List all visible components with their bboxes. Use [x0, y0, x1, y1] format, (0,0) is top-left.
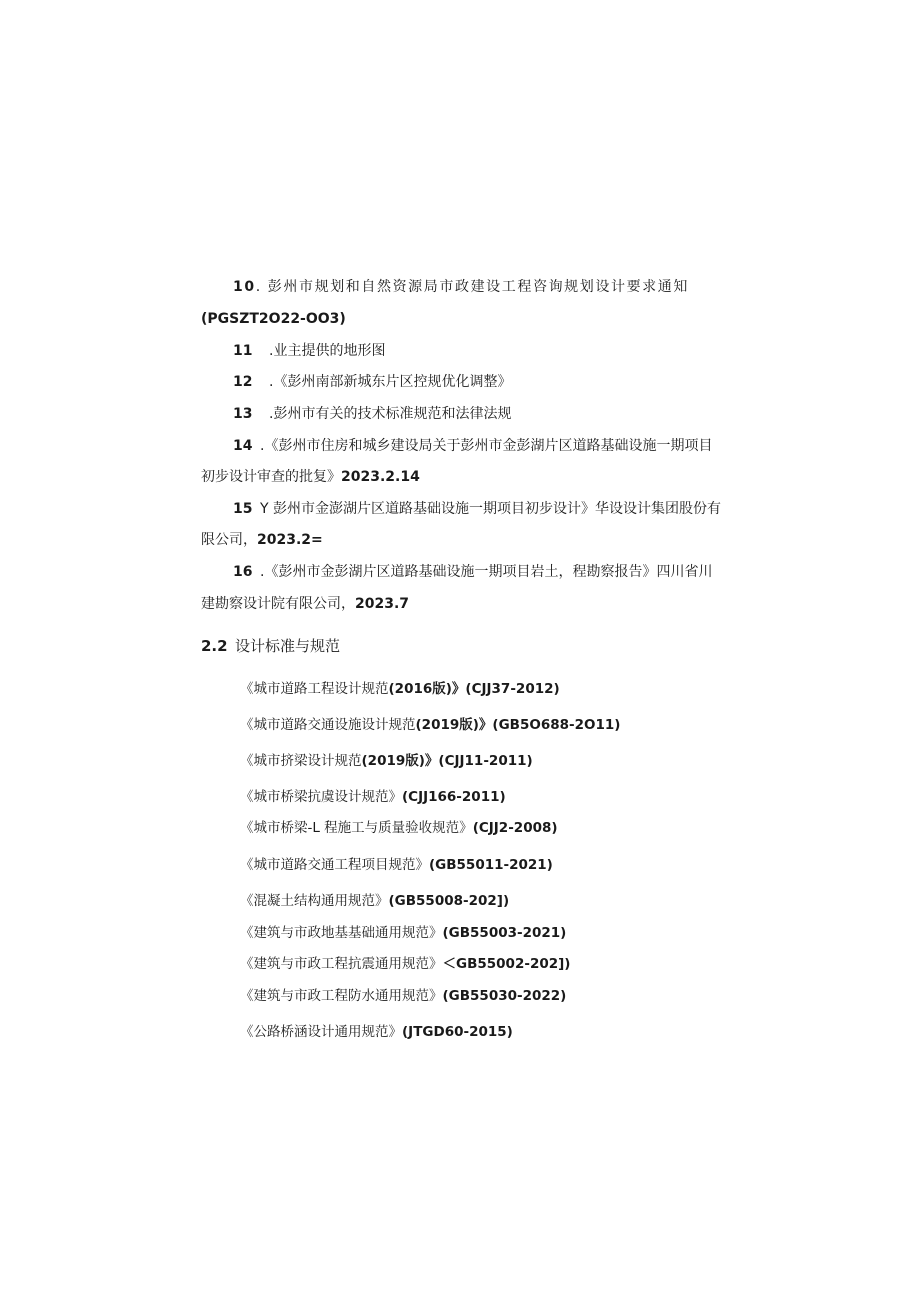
section-heading: [201, 636, 340, 656]
standard-item: [240, 954, 570, 974]
item-text: Y 彭州市金澎湖片区道路基础设施一期项目初步设计》华设设计集团股份有: [260, 501, 721, 517]
standard-code: (2019: [415, 717, 460, 733]
basis-item-15: [233, 499, 721, 519]
standard-name: 《城市桥梁抗虞设计规范》: [240, 789, 402, 805]
standard-name: 《建筑与市政工程防水通用规范》: [240, 988, 443, 1004]
item-text-cont: 限公司，: [201, 532, 257, 548]
standard-tail: 版)》(CJJ37-2012): [432, 681, 560, 697]
standard-tail: 版)》(CJJ11-2011): [405, 753, 533, 769]
standard-item: [240, 787, 506, 807]
standard-code: (CJJ2-2008): [472, 820, 558, 836]
standard-item: [240, 855, 553, 875]
item-number: 13: [233, 406, 253, 422]
standard-item: [240, 679, 560, 699]
standard-name: 《城市桥梁-L 程施工与质量验收规范》: [240, 820, 473, 836]
basis-item-16: [233, 562, 712, 582]
item-number: 12: [233, 374, 253, 390]
item-text: .《彭州市住房和城乡建设局关于彭州市金彭湖片区道路基础设施一期项目: [260, 438, 713, 454]
item-date: 2023.2=: [257, 532, 323, 548]
item-number: 15: [233, 501, 253, 517]
standard-code: (GB55030-2022): [442, 988, 567, 1004]
basis-item-16-cont: [201, 594, 409, 614]
standard-code: (GB55011-2021): [429, 857, 553, 873]
standard-item: [240, 818, 558, 838]
standard-item: [240, 986, 566, 1006]
standard-name: 《建筑与市政工程抗震通用规范》: [240, 956, 443, 972]
item-date: 2023.2.14: [341, 469, 420, 485]
item-text: .《彭州市金彭湖片区道路基础设施一期项目岩土，程勘察报告》四川省川: [260, 564, 713, 580]
item-text: .业主提供的地形图: [269, 343, 386, 359]
item-number: 16: [233, 564, 253, 580]
basis-item-15-cont: [201, 530, 323, 550]
basis-item-10-cont: [201, 309, 346, 329]
standard-code: ＜GB55002-202]): [442, 956, 571, 972]
standard-code: (CJJ166-2011): [402, 789, 506, 805]
standard-name: 《城市道路交通设施设计规范: [240, 717, 416, 733]
basis-item-10: [233, 277, 689, 297]
item-text: . 彭州市规划和自然资源局市政建设工程咨询规划设计要求通知: [255, 279, 689, 295]
item-number: 14: [233, 438, 253, 454]
standard-code: (2019: [361, 753, 406, 769]
basis-item-11: [233, 341, 385, 361]
basis-item-13: [233, 404, 511, 424]
item-number: 10: [233, 279, 256, 295]
standard-item: [240, 715, 620, 735]
basis-item-14: [233, 436, 712, 456]
standard-item: [240, 923, 566, 943]
item-text-cont: (PGSZT2O22-OO3): [201, 311, 346, 327]
item-number: 11: [233, 343, 253, 359]
standard-name: 《城市挤梁设计规范: [240, 753, 362, 769]
item-text: .彭州市有关的技术标准规范和法律法规: [269, 406, 512, 422]
standard-item: [240, 1022, 513, 1042]
standard-name: 《城市道路工程设计规范: [240, 681, 389, 697]
item-text: .《彭州南部新城东片区控规优化调整》: [269, 374, 512, 390]
standard-name: 《建筑与市政地基基础通用规范》: [240, 925, 443, 941]
basis-item-12: [233, 372, 511, 392]
standard-code: (GB55008-202]): [388, 893, 510, 909]
standard-item: [240, 751, 533, 771]
section-title: 设计标准与规范: [235, 637, 341, 655]
standard-code: (2016: [388, 681, 433, 697]
standard-item: [240, 891, 509, 911]
standard-name: 《混凝土结构通用规范》: [240, 893, 389, 909]
item-text-cont: 初步设计审查的批复》: [201, 469, 341, 485]
item-text-cont: 建勘察设计院有限公司，: [201, 596, 355, 612]
basis-item-14-cont: [201, 467, 420, 487]
item-date: 2023.7: [355, 596, 410, 612]
section-number: 2.2: [201, 637, 228, 655]
standard-code: (GB55003-2021): [442, 925, 567, 941]
standard-name: 《公路桥涵设计通用规范》: [240, 1024, 402, 1040]
standard-code: (JTGD60-2015): [402, 1024, 513, 1040]
standard-tail: 版)》(GB5O688-2O11): [459, 717, 621, 733]
standard-name: 《城市道路交通工程项目规范》: [240, 857, 429, 873]
